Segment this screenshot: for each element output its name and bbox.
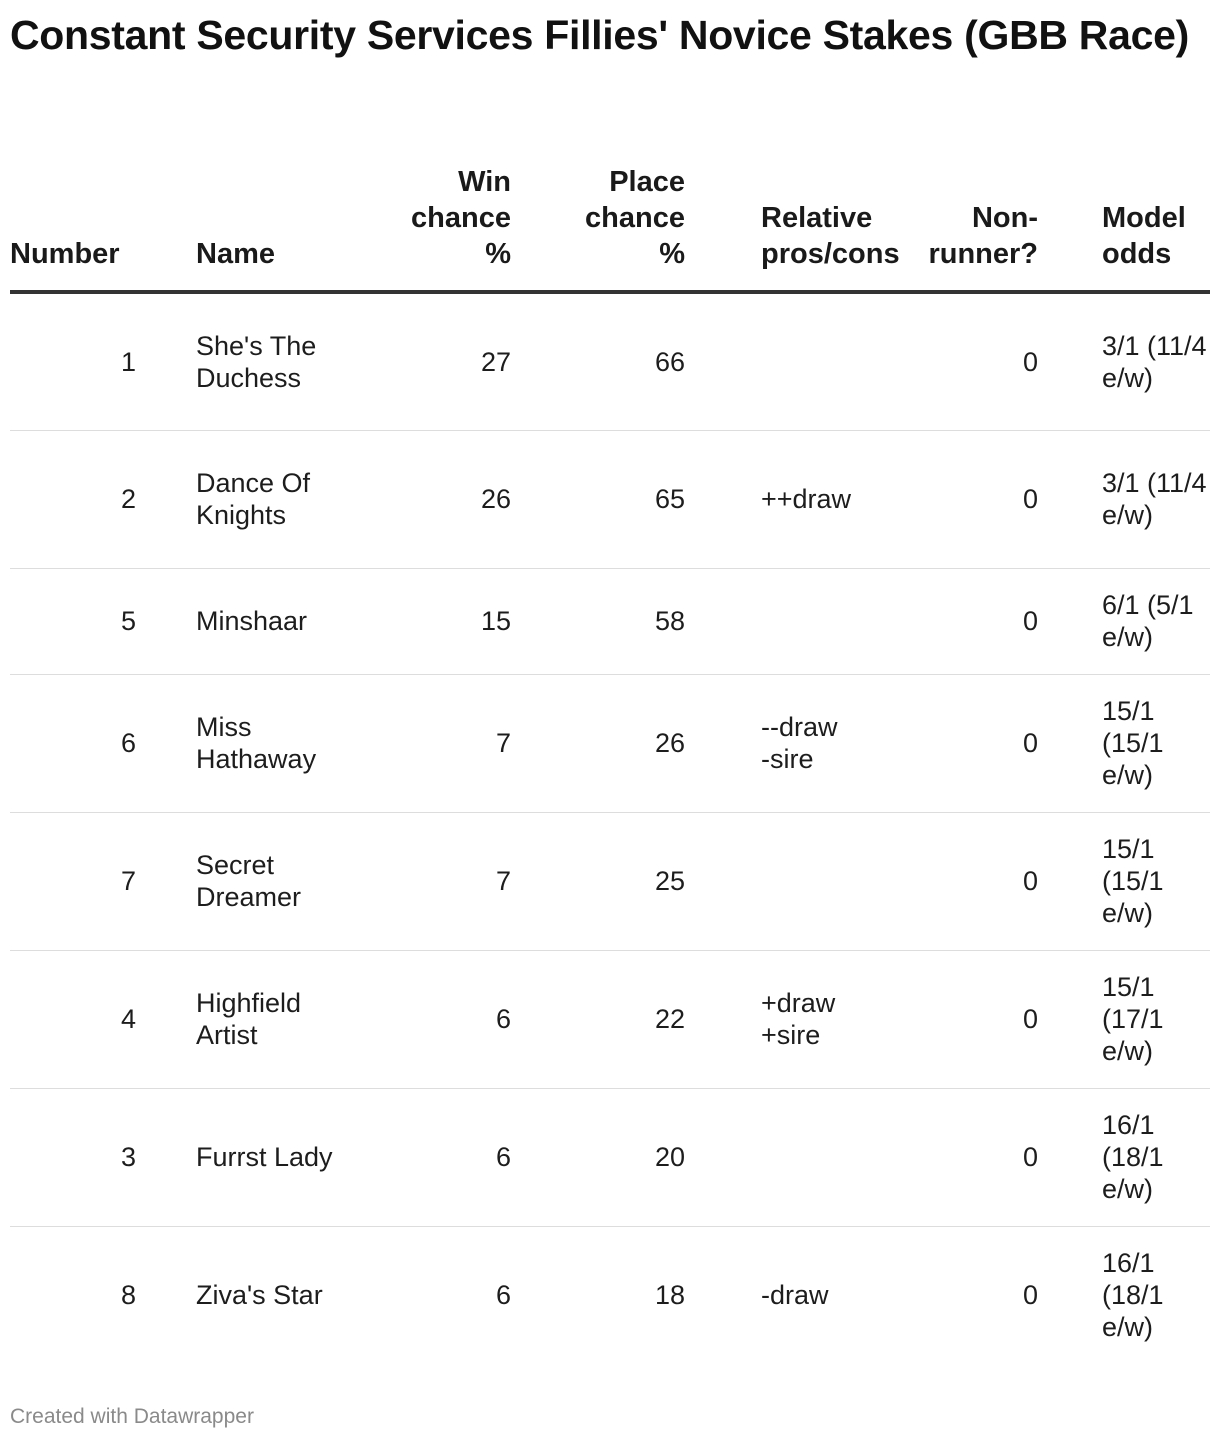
cell-number: 7 (10, 812, 186, 950)
cell-place-chance: 25 (523, 812, 697, 950)
table-row (10, 292, 1210, 430)
cell-name: Miss Hathaway (186, 674, 349, 812)
cell-relative-pros-cons (697, 1088, 867, 1226)
table-body (10, 292, 1210, 1364)
cell-model-odds: 6/1 (5/1 e/w) (1038, 568, 1210, 674)
header-row (10, 164, 1210, 292)
cell-name: Highfield Artist (186, 950, 349, 1088)
cell-non-runner: 0 (867, 430, 1038, 568)
cell-non-runner: 0 (867, 812, 1038, 950)
cell-number: 1 (10, 292, 186, 430)
table-row (10, 430, 1210, 568)
cell-number: 3 (10, 1088, 186, 1226)
cell-name: Minshaar (186, 568, 349, 674)
cell-non-runner: 0 (867, 1088, 1038, 1226)
table-row (10, 1088, 1210, 1226)
cell-number: 2 (10, 430, 186, 568)
cell-place-chance: 66 (523, 292, 697, 430)
cell-number: 6 (10, 674, 186, 812)
cell-place-chance: 65 (523, 430, 697, 568)
chart-title: Constant Security Services Fillies' Novice Stakes (GBB Race) (10, 12, 1189, 58)
header-name: Name (186, 164, 349, 292)
cell-number: 4 (10, 950, 186, 1088)
cell-win-chance: 27 (349, 292, 523, 430)
cell-name: Dance Of Knights (186, 430, 349, 568)
cell-name: Secret Dreamer (186, 812, 349, 950)
cell-non-runner: 0 (867, 674, 1038, 812)
cell-model-odds: 3/1 (11/4 e/w) (1038, 292, 1210, 430)
cell-relative-pros-cons (697, 292, 867, 430)
table-row (10, 812, 1210, 950)
cell-model-odds: 15/1 (15/1 e/w) (1038, 812, 1210, 950)
cell-relative-pros-cons: -draw (761, 1280, 829, 1311)
cell-model-odds: 15/1 (15/1 e/w) (1038, 674, 1210, 812)
cell-win-chance: 6 (349, 1088, 523, 1226)
cell-win-chance: 15 (349, 568, 523, 674)
cell-win-chance: 6 (349, 950, 523, 1088)
cell-name: She's The Duchess (186, 292, 349, 430)
table-row (10, 1226, 1210, 1364)
table-row (10, 674, 1210, 812)
table-row (10, 568, 1210, 674)
cell-model-odds: 15/1 (17/1 e/w) (1038, 950, 1210, 1088)
cell-win-chance: 6 (495, 1280, 511, 1311)
header-model-odds: Model odds (1038, 164, 1210, 292)
cell-place-chance: 26 (523, 674, 697, 812)
cell-non-runner: 0 (867, 950, 1038, 1088)
cell-relative-pros-cons: ++draw (697, 430, 867, 568)
cell-place-chance: 20 (523, 1088, 697, 1226)
cell-model-odds: 16/1 (18/1 e/w) (1102, 1248, 1164, 1343)
cell-win-chance: 7 (349, 812, 523, 950)
cell-non-runner: 0 (1022, 1280, 1038, 1311)
cell-relative-pros-cons (697, 568, 867, 674)
table-row (10, 950, 1210, 1088)
cell-relative-pros-cons: --draw -sire (697, 674, 867, 812)
header-place-chance: Place chance % (523, 164, 697, 292)
cell-model-odds: 16/1 (18/1 e/w) (1038, 1088, 1210, 1226)
cell-model-odds: 3/1 (11/4 e/w) (1038, 430, 1210, 568)
cell-relative-pros-cons (697, 812, 867, 950)
cell-name: Furrst Lady (186, 1088, 349, 1226)
cell-place-chance: 22 (523, 950, 697, 1088)
header-relative-pros-cons: Relative pros/cons (697, 164, 867, 292)
header-number: Number (10, 164, 186, 292)
cell-number: 5 (10, 568, 186, 674)
footer-credit: Created with Datawrapper (10, 1405, 254, 1428)
cell-win-chance: 26 (349, 430, 523, 568)
cell-number: 8 (120, 1280, 136, 1311)
header-non-runner: Non-runner? (867, 164, 1038, 292)
cell-place-chance: 58 (523, 568, 697, 674)
odds-table (10, 164, 1210, 1364)
cell-place-chance: 18 (654, 1280, 685, 1311)
cell-relative-pros-cons: +draw +sire (697, 950, 867, 1088)
header-win-chance: Win chance % (349, 164, 523, 292)
cell-non-runner: 0 (867, 292, 1038, 430)
cell-name: Ziva's Star (196, 1280, 323, 1311)
cell-win-chance: 7 (349, 674, 523, 812)
cell-non-runner: 0 (867, 568, 1038, 674)
